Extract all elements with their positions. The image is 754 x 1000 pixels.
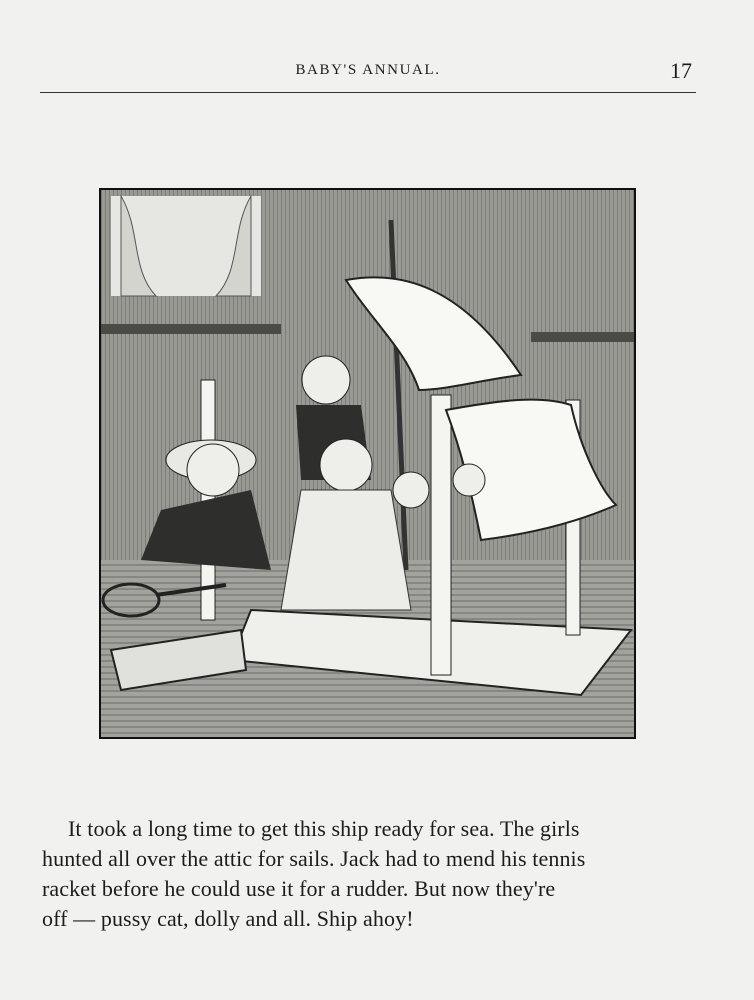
page-header [40,58,696,94]
text-line: hunted all over the attic for sails. Jack had to mend his tennis [42,846,586,871]
illustration-children-playing-ship [99,188,636,739]
bed-post [431,395,451,675]
chair-rail [101,324,281,334]
boy-with-hat [187,444,239,496]
page-number: 17 [670,58,692,83]
text-line: off — pussy cat, dolly and all. Ship ahoy! [42,906,414,931]
text-line: racket before he could use it for a rudder. But now they're [42,876,556,901]
story-paragraph [42,814,704,934]
running-title: BABY'S ANNUAL. [295,62,441,78]
child-at-mast [302,356,350,404]
header-rule [40,92,696,93]
girl-center [320,439,372,491]
text-line: It took a long time to get this ship ready for sea. The girls [68,816,580,841]
